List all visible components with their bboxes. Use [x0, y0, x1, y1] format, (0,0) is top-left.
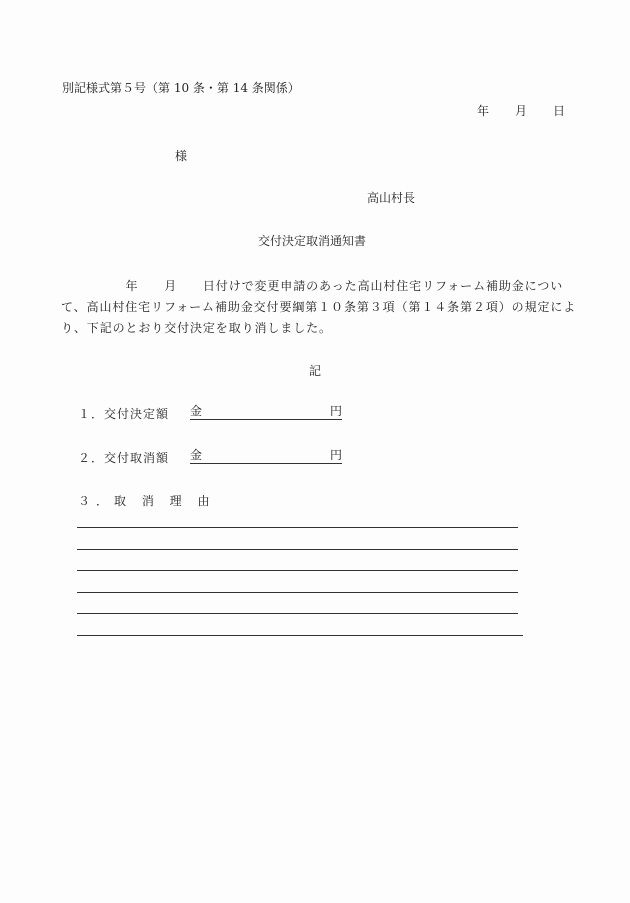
body-line: 年 月 日付けで変更申請のあった高山村住宅リフォーム補助金につい	[61, 279, 564, 293]
reason-line	[77, 592, 518, 593]
item-cancel-amount-label: ２．交付取消額	[78, 451, 170, 465]
body-line: り、下記のとおり交付決定を取り消しました。	[61, 321, 332, 335]
reason-line	[77, 549, 518, 550]
amount-prefix: 金	[190, 448, 203, 462]
ki-heading: 記	[309, 364, 322, 378]
cancel-amount-field	[190, 447, 342, 464]
reason-line	[77, 570, 518, 571]
body-paragraph	[61, 276, 581, 339]
item-cancel-reason-label: ３．取 消 理 由	[78, 494, 216, 508]
decision-amount-field	[190, 403, 342, 420]
sender-name: 高山村長	[367, 191, 416, 205]
date-month: 月	[515, 104, 528, 118]
addressee-suffix: 様	[175, 149, 188, 163]
date-day: 日	[553, 104, 566, 118]
amount-suffix: 円	[329, 448, 342, 462]
amount-prefix: 金	[190, 404, 203, 418]
reason-line	[77, 635, 523, 636]
item-decision-amount-label: １．交付決定額	[78, 407, 170, 421]
reason-line	[77, 613, 518, 614]
body-line: て、高山村住宅リフォーム補助金交付要綱第１０条第３項（第１４条第２項）の規定によ	[61, 300, 577, 314]
reason-line	[77, 527, 518, 528]
document-title: 交付決定取消通知書	[258, 234, 367, 248]
amount-suffix: 円	[329, 404, 342, 418]
form-number-label: 別記様式第５号（第 10 条・第 14 条関係）	[62, 81, 300, 95]
date-year: 年	[477, 104, 490, 118]
